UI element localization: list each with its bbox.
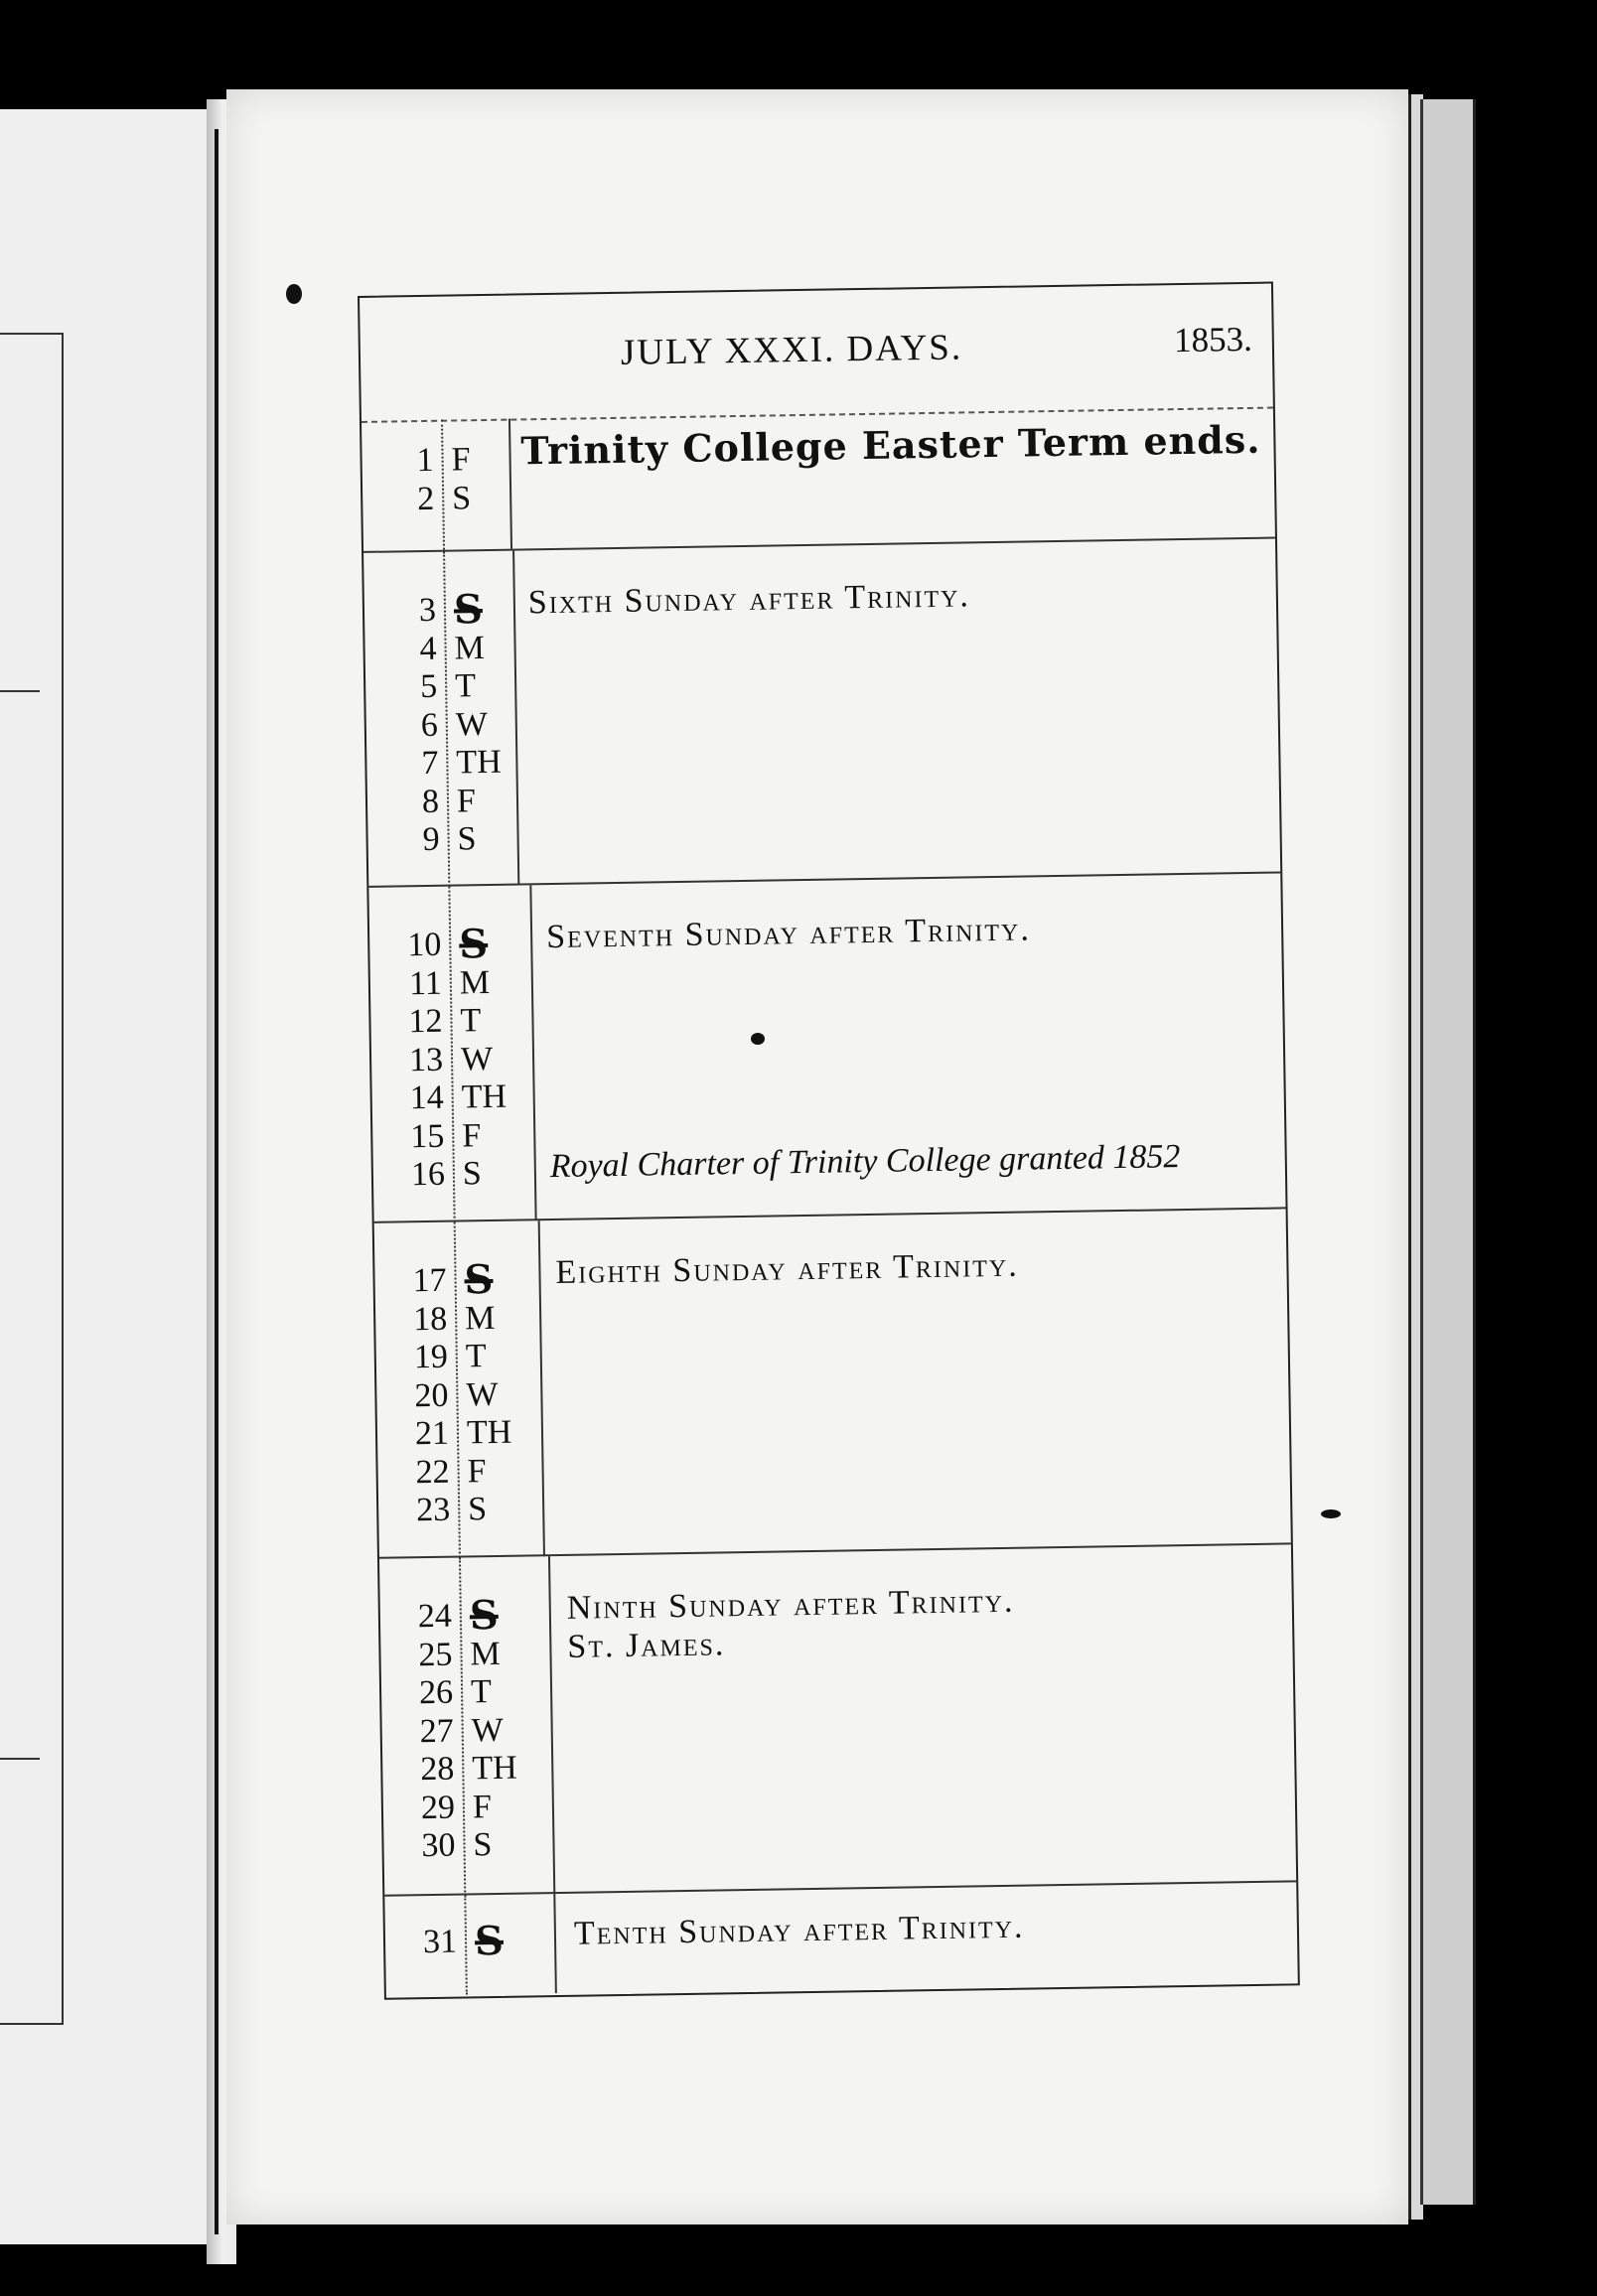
week-block xyxy=(384,1880,1297,1995)
day-number: 29 xyxy=(420,1789,456,1826)
day-number: 30 xyxy=(421,1826,456,1865)
day-row xyxy=(364,629,486,668)
weekday-letter: S xyxy=(467,1491,488,1528)
feast-note: Trinity College Easter Term ends. xyxy=(520,416,1261,474)
day-number: 8 xyxy=(421,783,440,820)
weekday-letter: W xyxy=(455,705,489,743)
day-number: 20 xyxy=(414,1376,449,1414)
day-number: 6 xyxy=(420,706,439,744)
day-number: 23 xyxy=(415,1491,451,1529)
number-column-rule xyxy=(464,1895,468,1994)
feast-note: Tenth Sunday after Trinity. xyxy=(573,1908,1025,1952)
sunday-symbol: S xyxy=(453,586,484,634)
sunday-symbol: S xyxy=(474,1917,505,1965)
day-row xyxy=(362,441,471,481)
weekday-letter: F xyxy=(456,782,477,819)
day-row xyxy=(382,1749,517,1790)
day-row xyxy=(370,1002,482,1042)
day-number: 14 xyxy=(409,1078,444,1117)
day-number: 11 xyxy=(408,964,443,1002)
day-number: 31 xyxy=(422,1923,458,1961)
day-row xyxy=(376,1375,499,1415)
day-row xyxy=(380,1635,502,1674)
day-row xyxy=(381,1673,493,1713)
weekday-letter: TH xyxy=(472,1749,517,1788)
day-row xyxy=(371,1077,508,1118)
year-label: 1853. xyxy=(1173,319,1253,360)
weekday-column-rule xyxy=(508,419,512,549)
weekday-letter: M xyxy=(459,963,491,1001)
day-row xyxy=(385,1917,505,1965)
day-number: 25 xyxy=(418,1636,453,1673)
week-block xyxy=(368,871,1285,1222)
calendar-header xyxy=(360,284,1273,423)
weekday-letter: TH xyxy=(461,1077,508,1116)
month-title: JULY XXXI. DAYS. xyxy=(620,327,963,373)
week-block xyxy=(374,1207,1291,1558)
day-row xyxy=(377,1413,512,1454)
day-number: 18 xyxy=(412,1300,448,1338)
weekday-letter: TH xyxy=(456,743,503,782)
day-row xyxy=(374,1255,494,1304)
day-row xyxy=(369,921,489,968)
day-row xyxy=(366,743,503,784)
day-number: 10 xyxy=(406,926,442,964)
day-row xyxy=(364,586,484,634)
facing-page xyxy=(0,109,223,2244)
day-row xyxy=(367,782,477,821)
day-number: 21 xyxy=(414,1414,450,1453)
day-row xyxy=(370,963,491,1003)
weekday-letter: F xyxy=(451,441,471,479)
week-block xyxy=(362,407,1275,551)
day-row xyxy=(372,1116,482,1156)
sunday-symbol: S xyxy=(458,921,489,968)
weekday-letter: F xyxy=(467,1452,487,1490)
day-number: 9 xyxy=(422,820,440,859)
day-number: 3 xyxy=(418,591,437,630)
day-row xyxy=(381,1711,505,1751)
facing-page-frame xyxy=(0,333,64,2025)
weekday-letter: TH xyxy=(466,1413,512,1452)
weekday-letter: M xyxy=(454,629,486,667)
day-row xyxy=(371,1040,494,1079)
day-row xyxy=(367,820,477,860)
feast-note: Seventh Sunday after Trinity. xyxy=(545,911,1032,956)
calendar-frame xyxy=(358,282,1300,2000)
book-spine-line xyxy=(215,129,218,2234)
weekday-letter: M xyxy=(470,1635,502,1672)
day-row xyxy=(380,1591,500,1640)
day-number: 12 xyxy=(408,1002,443,1041)
weekday-column-rule xyxy=(529,885,536,1220)
day-row xyxy=(383,1826,493,1866)
day-row xyxy=(377,1452,487,1492)
sunday-symbol: S xyxy=(469,1591,500,1640)
weekday-letter: S xyxy=(462,1155,483,1193)
feast-note: Sixth Sunday after Trinity. xyxy=(527,577,971,622)
number-column-rule xyxy=(454,1222,461,1558)
weekday-letter: W xyxy=(466,1375,499,1413)
weekday-letter: S xyxy=(473,1826,493,1864)
number-column-rule xyxy=(448,887,455,1222)
weekday-letter: F xyxy=(472,1788,493,1825)
day-number: 27 xyxy=(419,1712,454,1750)
facing-page-rule xyxy=(0,690,40,692)
weekday-letter: S xyxy=(457,820,477,858)
day-number: 15 xyxy=(410,1117,445,1155)
weekday-letter: W xyxy=(460,1040,494,1077)
weekday-letter: T xyxy=(460,1002,482,1040)
day-number: 22 xyxy=(415,1453,450,1491)
day-number: 13 xyxy=(408,1041,444,1078)
weekday-letter: S xyxy=(451,479,472,517)
week-block xyxy=(379,1542,1296,1896)
weekday-letter: W xyxy=(471,1711,505,1749)
event-note: Royal Charter of Trinity College granted 1852 xyxy=(549,1138,1181,1186)
day-row xyxy=(366,705,489,745)
day-row xyxy=(375,1299,496,1339)
ink-speck xyxy=(286,284,302,304)
facing-page-rule xyxy=(0,1758,40,1760)
feast-note: Ninth Sunday after Trinity. xyxy=(566,1582,1015,1627)
feast-note: Eighth Sunday after Trinity. xyxy=(555,1246,1019,1291)
weekday-letter: F xyxy=(462,1116,482,1154)
day-number: 16 xyxy=(410,1155,446,1194)
weekday-letter: T xyxy=(470,1673,493,1711)
number-column-rule xyxy=(441,420,445,550)
day-row xyxy=(378,1491,488,1530)
day-number: 1 xyxy=(416,441,434,480)
page-edge-stack xyxy=(1420,99,1476,2205)
day-number: 24 xyxy=(417,1597,453,1636)
week-block xyxy=(363,537,1280,888)
day-number: 28 xyxy=(420,1750,455,1789)
day-number: 2 xyxy=(416,480,435,517)
number-column-rule xyxy=(443,552,450,887)
day-row xyxy=(376,1338,487,1377)
weekday-column-rule xyxy=(553,1894,557,1993)
number-column-rule xyxy=(459,1558,466,1896)
weekday-column-rule xyxy=(512,551,519,886)
day-number: 5 xyxy=(419,667,438,706)
day-number: 4 xyxy=(419,630,437,667)
day-number: 17 xyxy=(412,1261,447,1300)
weekday-column-rule xyxy=(548,1556,555,1894)
day-row xyxy=(365,667,477,707)
day-number: 19 xyxy=(413,1338,449,1376)
weekday-letter: T xyxy=(465,1338,487,1375)
feast-note: St. James. xyxy=(567,1625,726,1665)
ink-speck xyxy=(1321,1509,1341,1518)
sunday-symbol: S xyxy=(464,1255,494,1304)
day-number: 26 xyxy=(418,1673,454,1712)
day-row xyxy=(383,1788,493,1827)
day-row xyxy=(373,1155,483,1195)
weekday-letter: T xyxy=(454,667,477,705)
day-number: 7 xyxy=(421,744,439,783)
weekday-letter: M xyxy=(464,1299,496,1337)
weekday-column-rule xyxy=(538,1220,545,1556)
